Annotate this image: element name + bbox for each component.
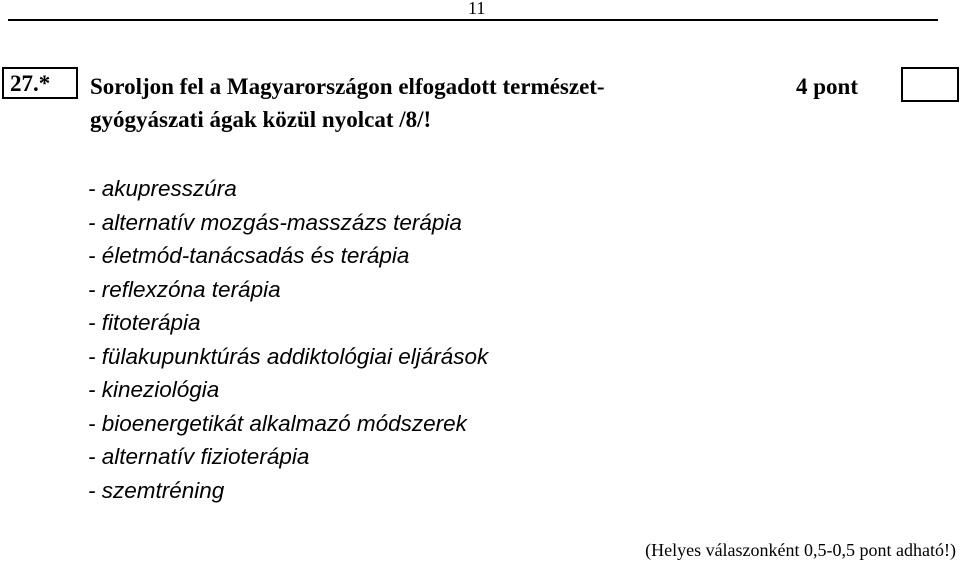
header-rule — [8, 19, 938, 21]
answer-item: - fitoterápia — [88, 310, 201, 335]
answer-list — [88, 172, 488, 507]
question-number: 27.* — [2, 67, 78, 99]
question-text — [90, 70, 730, 136]
answer-item: - szemtréning — [88, 477, 225, 503]
answer-item: - alternatív fizioterápia — [88, 444, 310, 469]
answer-item: - reflexzóna terápia — [88, 276, 281, 302]
scoring-note: (Helyes válaszonként 0,5-0,5 pont adható!) — [645, 540, 956, 560]
answer-item: - fülakupunktúrás addiktológiai eljárások — [88, 343, 489, 369]
question-text-line-1: Soroljon fel a Magyarországon elfogadott természet- — [90, 74, 605, 99]
answer-item: - akupresszúra — [88, 176, 237, 201]
question-points: 4 pont — [796, 74, 858, 99]
answer-item: - bioenergetikát alkalmazó módszerek — [88, 410, 467, 436]
answer-item: - alternatív mozgás-masszázs terápia — [88, 209, 462, 235]
score-box — [901, 67, 959, 102]
answer-item: - kineziológia — [88, 377, 220, 402]
question-text-line-2: gyógyászati ágak közül nyolcat /8/! — [90, 107, 432, 132]
page-number: 11 — [468, 0, 486, 18]
answer-item: - életmód-tanácsadás és terápia — [88, 243, 410, 268]
